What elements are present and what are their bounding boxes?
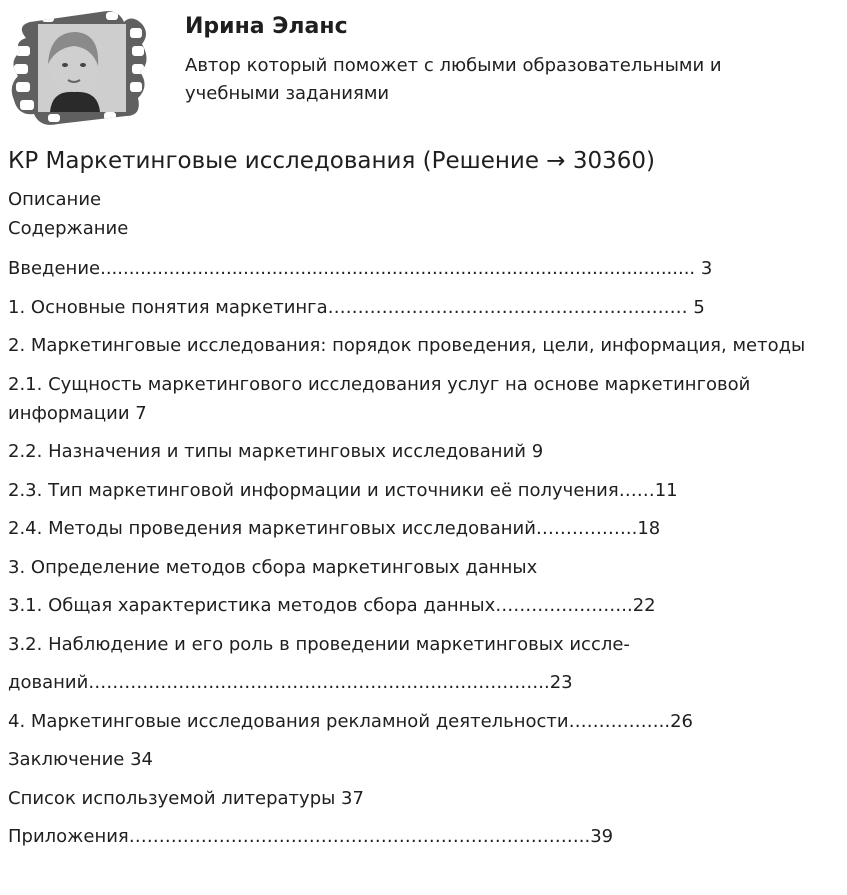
toc-item: 3.2. Наблюдение и его роль в проведении маркетинговых иссле- — [8, 633, 630, 655]
avatar[interactable] — [8, 8, 150, 128]
toc-item: 2.4. Методы проведения маркетинговых исследований……………..18 — [8, 518, 661, 539]
avatar-film-frame-icon — [8, 8, 150, 128]
toc-item: 2.3. Тип маркетинговой информации и источники её получения……11 — [8, 479, 678, 501]
author-description: Автор который поможет с любыми образовательными и учебными заданиями — [185, 55, 722, 104]
document-title: КР Маркетинговые исследования (Решение → 30360) — [8, 148, 656, 174]
toc-item: 1. Основные понятия маркетинга…………………………………………………… 5 — [8, 296, 705, 318]
author-card — [8, 8, 838, 128]
author-name[interactable]: Ирина Эланс — [185, 14, 348, 39]
toc-item: дований…………………………………………………………………..23 — [8, 672, 573, 693]
toc-item: 4. Маркетинговые исследования рекламной деятельности……………..26 — [8, 710, 693, 732]
toc-item: Заключение 34 — [8, 749, 153, 770]
toc-item: 2.2. Назначения и типы маркетинговых исследований 9 — [8, 441, 544, 462]
toc-item: Введение........................................................................................................ 3 — [8, 258, 713, 279]
toc-item: 3. Определение методов сбора маркетинговых данных — [8, 556, 538, 578]
toc-item: 3.1. Общая характеристика методов сбора данных…………………..22 — [8, 595, 656, 616]
toc-item: 2. Маркетинговые исследования: порядок проведения, цели, информация, методы — [8, 335, 806, 356]
description-label: Описание — [8, 189, 102, 210]
toc-item: Список используемой литературы 37 — [8, 787, 364, 809]
table-of-contents — [8, 254, 808, 861]
toc-item: Приложения…………………………………………………………………..39 — [8, 826, 614, 847]
toc-item: 2.1. Сущность маркетингового исследования услуг на основе маркетинговой информации 7 — [8, 373, 751, 424]
contents-label: Содержание — [8, 218, 129, 239]
